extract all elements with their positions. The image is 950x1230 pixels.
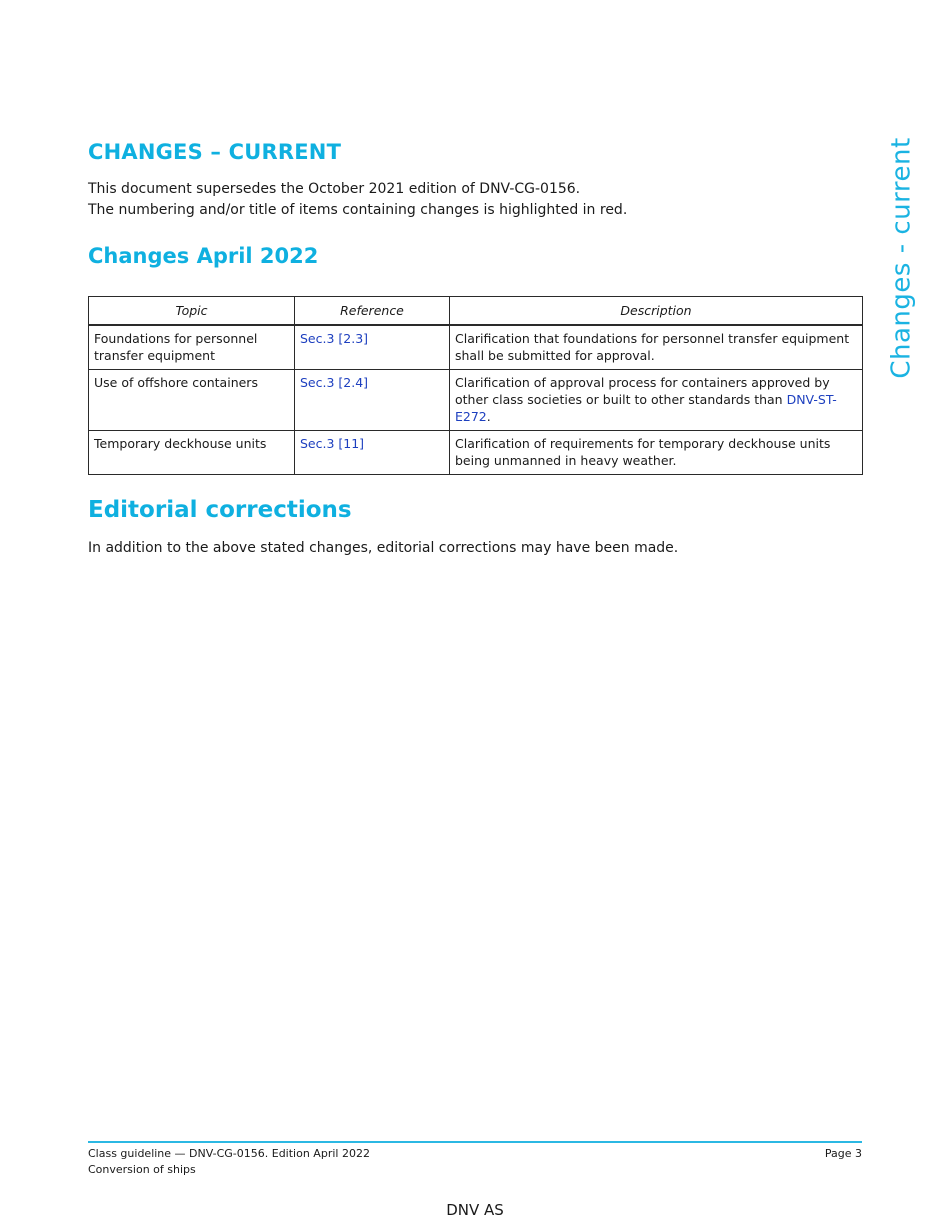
standard-link[interactable]: DNV-ST-E272 — [455, 392, 837, 424]
intro-text — [88, 179, 627, 221]
description-cell: Clarification of requirements for temporary deckhouse units being unmanned in heavy weather. — [450, 431, 863, 475]
editorial-text: In addition to the above stated changes, editorial corrections may have been made. — [88, 540, 679, 556]
page-title: CHANGES – CURRENT — [88, 140, 342, 164]
reference-cell — [295, 325, 450, 370]
description-cell: Clarification that foundations for personnel transfer equipment shall be submitted for approval. — [450, 325, 863, 370]
footer-doc-line: Class guideline — DNV-CG-0156. Edition April 2022 — [88, 1147, 370, 1160]
footer-subtitle: Conversion of ships — [88, 1163, 196, 1176]
table-row — [89, 431, 863, 475]
column-header-topic: Topic — [89, 297, 295, 326]
footer-left — [88, 1146, 370, 1178]
reference-link[interactable]: Sec.3 [2.3] — [300, 331, 369, 346]
topic-cell: Temporary deckhouse units — [89, 431, 295, 475]
description-text: Clarification of approval process for containers approved by other class societies or built to other standards than — [455, 375, 830, 407]
publisher-name: DNV AS — [446, 1201, 504, 1219]
description-cell — [450, 370, 863, 431]
table-row — [89, 325, 863, 370]
footer-divider — [88, 1141, 862, 1143]
reference-cell — [295, 431, 450, 475]
intro-line-supersedes: This document supersedes the October 2021 edition of DNV-CG-0156. — [88, 181, 581, 197]
editorial-section-title: Editorial corrections — [88, 497, 352, 523]
footer-page-number: Page 3 — [824, 1147, 862, 1160]
column-header-reference: Reference — [295, 297, 450, 326]
table-row — [89, 370, 863, 431]
reference-cell — [295, 370, 450, 431]
topic-cell: Use of offshore containers — [89, 370, 295, 431]
changes-table — [88, 296, 863, 475]
table-header-row — [89, 297, 863, 326]
reference-link[interactable]: Sec.3 [11] — [300, 436, 365, 451]
side-section-tab — [887, 137, 918, 379]
topic-cell: Foundations for personnel transfer equipment — [89, 325, 295, 370]
intro-line-highlight-note: The numbering and/or title of items containing changes is highlighted in red. — [88, 202, 628, 218]
reference-link[interactable]: Sec.3 [2.4] — [300, 375, 369, 390]
changes-section-title: Changes April 2022 — [88, 244, 319, 268]
description-end: . — [486, 409, 491, 424]
column-header-description: Description — [450, 297, 863, 326]
side-tab-label: Changes - current — [887, 137, 918, 379]
